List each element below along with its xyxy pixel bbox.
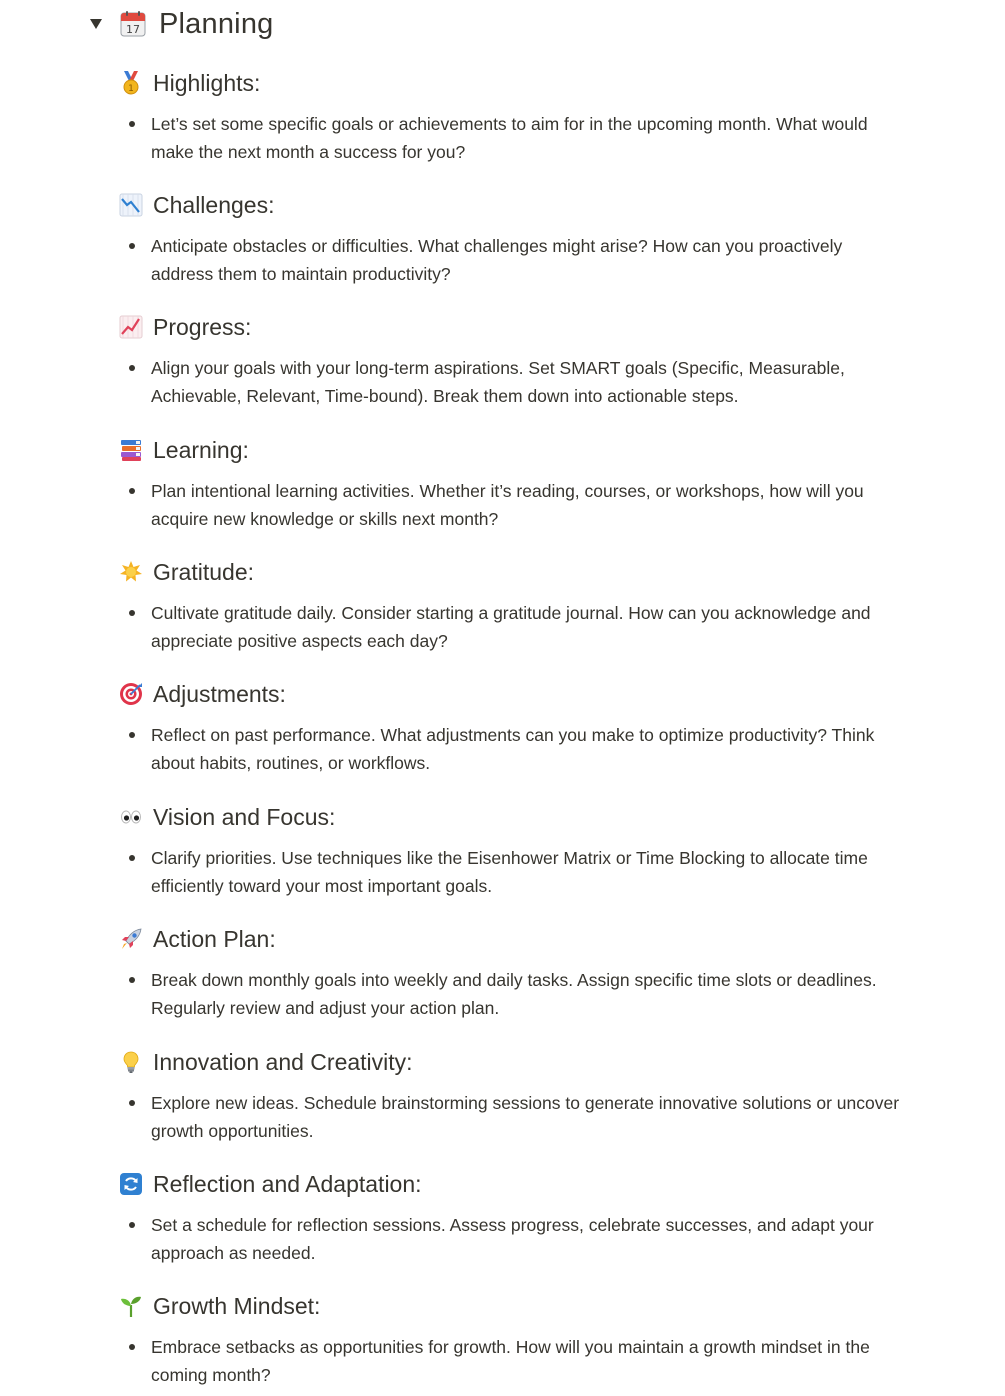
bullet-dot: [129, 1222, 135, 1228]
section-heading: [118, 1045, 908, 1079]
triangle-down-icon[interactable]: [90, 19, 102, 29]
svg-text:17: 17: [126, 23, 140, 36]
section-learning: [118, 433, 908, 533]
section-progress: [118, 310, 908, 410]
bullet-dot: [129, 977, 135, 983]
section-title: Highlights:: [153, 69, 261, 96]
bullet-dot: [129, 365, 135, 371]
list-item: [118, 721, 908, 777]
page-title: Planning: [159, 7, 274, 40]
section-heading: [118, 922, 908, 956]
bullet-dot: [129, 1344, 135, 1350]
bullet-text: Let’s set some specific goals or achievements to aim for in the upcoming month. What would make the next month a success for you?: [151, 114, 868, 162]
section-gratitude: [118, 555, 908, 655]
section-title: Growth Mindset:: [153, 1292, 321, 1319]
section-title: Action Plan:: [153, 925, 276, 952]
section-vision-and-focus: [118, 800, 908, 900]
planning-toggle[interactable]: [90, 4, 273, 44]
section-challenges: [118, 188, 908, 288]
section-adjustments: [118, 677, 908, 777]
target-icon: [118, 681, 144, 707]
section-heading: [118, 188, 908, 222]
list-item: [118, 110, 908, 166]
refresh-icon: [118, 1171, 144, 1197]
bullet-dot: [129, 855, 135, 861]
section-title: Gratitude:: [153, 558, 254, 585]
bullet-text: Clarify priorities. Use techniques like the Eisenhower Matrix or Time Blocking to allocate time efficiently toward your most important goals.: [151, 848, 868, 896]
section-title: Challenges:: [153, 191, 275, 218]
bullet-text: Break down monthly goals into weekly and daily tasks. Assign specific time slots or deadlines. Regularly review and adjust your action plan.: [151, 970, 877, 1018]
section-reflection-and-adaptation: [118, 1167, 908, 1267]
bullet-text: Reflect on past performance. What adjustments can you make to optimize productivity? Think about habits, routines, or workflows.: [151, 725, 875, 773]
chart-increasing-icon: [118, 314, 144, 340]
svg-text:1: 1: [128, 84, 134, 94]
list-item: [118, 1211, 908, 1267]
list-item: [118, 966, 908, 1022]
bullet-text: Explore new ideas. Schedule brainstorming sessions to generate innovative solutions or uncover growth opportunities.: [151, 1093, 900, 1141]
list-item: [118, 354, 908, 410]
bullet-dot: [129, 121, 135, 127]
list-item: [118, 232, 908, 288]
section-growth-mindset: [118, 1289, 908, 1389]
section-heading: [118, 310, 908, 344]
bullet-dot: [129, 243, 135, 249]
bullet-text: Plan intentional learning activities. Whether it’s reading, courses, or workshops, how will you acquire new knowledge or skills next month?: [151, 481, 864, 529]
section-title: Progress:: [153, 313, 252, 340]
eyes-icon: [118, 804, 144, 830]
chart-decreasing-icon: [118, 192, 144, 218]
medal-icon: [118, 70, 144, 96]
bullet-text: Cultivate gratitude daily. Consider starting a gratitude journal. How can you acknowledge and appreciate positive aspects each day?: [151, 603, 871, 651]
list-item: [118, 599, 908, 655]
section-heading: [118, 1289, 908, 1323]
section-highlights: [118, 66, 908, 166]
section-title: Reflection and Adaptation:: [153, 1170, 422, 1197]
section-innovation-and-creativity: [118, 1045, 908, 1145]
section-title: Adjustments:: [153, 680, 286, 707]
bullet-dot: [129, 488, 135, 494]
bullet-text: Anticipate obstacles or difficulties. What challenges might arise? How can you proactively address them to maintain productivity?: [151, 236, 843, 284]
lightbulb-icon: [118, 1049, 144, 1075]
section-heading: [118, 433, 908, 467]
section-heading: [118, 1167, 908, 1201]
bullet-text: Embrace setbacks as opportunities for growth. How will you maintain a growth mindset in the coming month?: [151, 1337, 870, 1385]
seedling-icon: [118, 1293, 144, 1319]
books-icon: [118, 437, 144, 463]
section-heading: [118, 677, 908, 711]
list-item: [118, 477, 908, 533]
list-item: [118, 844, 908, 900]
bullet-dot: [129, 732, 135, 738]
bullet-dot: [129, 610, 135, 616]
rocket-icon: [118, 926, 144, 952]
star-icon: [118, 559, 144, 585]
section-title: Vision and Focus:: [153, 803, 336, 830]
bullet-text: Set a schedule for reflection sessions. Assess progress, celebrate successes, and adapt your approach as needed.: [151, 1215, 874, 1263]
section-title: Innovation and Creativity:: [153, 1048, 413, 1075]
list-item: [118, 1333, 908, 1389]
list-item: [118, 1089, 908, 1145]
section-action-plan: [118, 922, 908, 1022]
section-heading: [118, 66, 908, 100]
bullet-text: Align your goals with your long-term aspirations. Set SMART goals (Specific, Measurable, Achievable, Relevant, Time-bound). Break them down into actionable steps.: [151, 358, 845, 406]
section-title: Learning:: [153, 436, 249, 463]
calendar-icon: [119, 10, 147, 38]
section-heading: [118, 800, 908, 834]
bullet-dot: [129, 1100, 135, 1106]
section-heading: [118, 555, 908, 589]
